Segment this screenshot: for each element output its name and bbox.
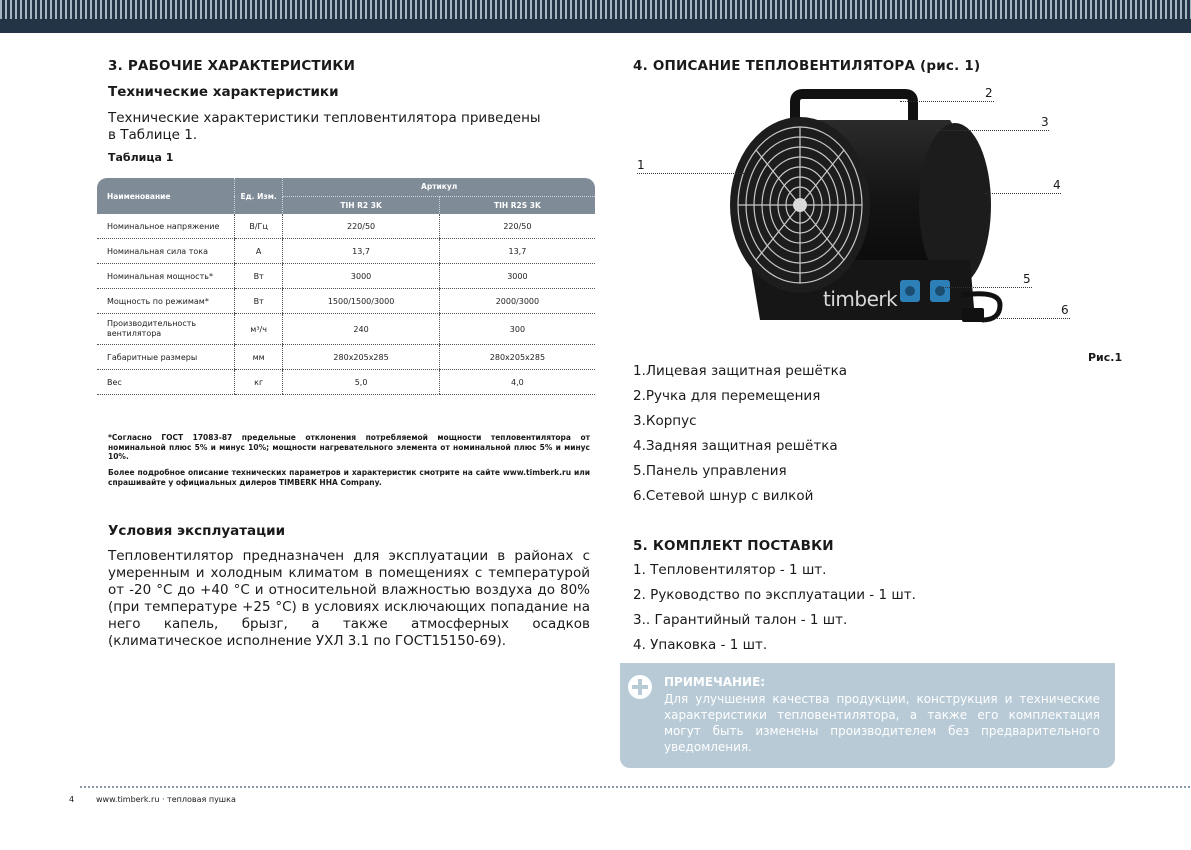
table-row — [97, 239, 595, 264]
callout-line-1 — [637, 173, 744, 174]
table-row — [97, 289, 595, 314]
callout-label-4: 4 — [1053, 178, 1061, 192]
row-value-2: 220/50 — [439, 214, 595, 239]
callout-line-4 — [985, 193, 1061, 194]
list-item: 3.. Гарантийный талон - 1 шт. — [633, 612, 848, 628]
list-item: 2. Руководство по эксплуатации - 1 шт. — [633, 587, 916, 603]
row-name: Номинальное напряжение — [97, 214, 234, 239]
row-value-1: 240 — [283, 314, 439, 345]
spec-table — [97, 178, 595, 395]
row-name: Номинальная мощность* — [97, 264, 234, 289]
row-name: Производительность вентилятора — [97, 314, 234, 345]
section-4-title: 4. ОПИСАНИЕ ТЕПЛОВЕНТИЛЯТОРА (рис. 1) — [633, 58, 981, 74]
row-value-2: 3000 — [439, 264, 595, 289]
note-text: Для улучшения качества продукции, конструкция и технические характеристики тепловентилятора, а также его комплектация могут быть изменены производителем без предварительного уведомления. — [664, 692, 1100, 754]
row-value-2: 300 — [439, 314, 595, 345]
callout-label-1: 1 — [637, 158, 645, 172]
note-box — [620, 663, 1115, 768]
list-item: 4.Задняя защитная решётка — [633, 438, 838, 454]
callout-line-6 — [995, 318, 1070, 319]
list-item: 6.Сетевой шнур с вилкой — [633, 488, 814, 504]
row-value-1: 3000 — [283, 264, 439, 289]
footnote-gost: *Согласно ГОСТ 17083-87 предельные отклонения потребляемой мощности тепловентилятора от номинальной плюс 5% и минус 10%; мощности нагревательного элемента от номинальной плюс 5% и минус 10%. — [108, 433, 590, 461]
model-1-header: TIH R2 3K — [283, 196, 439, 214]
brand-logo: timberk — [823, 287, 898, 311]
callout-label-5: 5 — [1023, 272, 1031, 286]
header-stripes — [0, 0, 1191, 19]
callout-label-6: 6 — [1061, 303, 1069, 317]
row-value-2: 280x205x285 — [439, 345, 595, 370]
callout-label-3: 3 — [1041, 115, 1049, 129]
callout-line-5 — [943, 287, 1032, 288]
row-value-1: 280x205x285 — [283, 345, 439, 370]
note-title: ПРИМЕЧАНИЕ: — [664, 675, 766, 689]
plus-icon — [628, 675, 652, 699]
table-row — [97, 345, 595, 370]
row-unit: Вт — [234, 264, 282, 289]
list-item: 1.Лицевая защитная решётка — [633, 363, 848, 379]
tech-subtitle: Технические характеристики — [108, 84, 339, 100]
row-unit: Вт — [234, 289, 282, 314]
heater-illustration — [700, 80, 1070, 370]
col-article-header: Артикул — [283, 178, 595, 196]
conditions-text: Тепловентилятор предназначен для эксплуатации в районах с умеренным и холодным климатом в помещениях с температурой от -20 °С до +40 °С и относительной влажностью воздуха до 80% (при температуре +25 °С) в условиях исключающих попадание на него капель, брызг, а также атмосферных осадков (климатическое исполнение УХЛ 3.1 по ГОСТ15150-69). — [108, 548, 590, 649]
callout-line-3 — [935, 130, 1049, 131]
callout-label-2: 2 — [985, 86, 993, 100]
row-value-1: 5,0 — [283, 370, 439, 395]
footer-site: www.timberk.ru · тепловая пушка — [96, 795, 236, 804]
row-value-2: 2000/3000 — [439, 289, 595, 314]
row-value-2: 4,0 — [439, 370, 595, 395]
model-2-header: TIH R2S 3K — [439, 196, 595, 214]
row-name: Габаритные размеры — [97, 345, 234, 370]
row-unit: м³/ч — [234, 314, 282, 345]
section-5-title: 5. КОМПЛЕКТ ПОСТАВКИ — [633, 538, 834, 554]
row-value-1: 13,7 — [283, 239, 439, 264]
row-unit: А — [234, 239, 282, 264]
top-header-bar — [0, 0, 1191, 33]
row-name: Мощность по режимам* — [97, 289, 234, 314]
row-unit: мм — [234, 345, 282, 370]
footer-divider — [80, 786, 1190, 788]
kit-list — [633, 558, 1053, 658]
table-row — [97, 264, 595, 289]
parts-list — [633, 359, 1053, 509]
row-value-1: 220/50 — [283, 214, 439, 239]
row-name: Номинальная сила тока — [97, 239, 234, 264]
footnote-website: Более подробное описание технических параметров и характеристик смотрите на сайте www.timberk.ru или спрашивайте у официальных дилеров TIMBERK HHA Company. — [108, 468, 590, 487]
list-item: 1. Тепловентилятор - 1 шт. — [633, 562, 827, 578]
table-row — [97, 214, 595, 239]
callout-line-2 — [900, 101, 994, 102]
list-item: 5.Панель управления — [633, 463, 787, 479]
figure-caption: Рис.1 — [1088, 351, 1123, 364]
col-name-header: Наименование — [97, 178, 234, 214]
list-item: 4. Упаковка - 1 шт. — [633, 637, 768, 653]
row-value-2: 13,7 — [439, 239, 595, 264]
row-unit: В/Гц — [234, 214, 282, 239]
row-name: Вес — [97, 370, 234, 395]
table-row — [97, 314, 595, 345]
list-item: 3.Корпус — [633, 413, 697, 429]
tech-intro: Технические характеристики тепловентилятора приведены в Таблице 1. — [108, 110, 541, 143]
conditions-title: Условия эксплуатации — [108, 523, 286, 539]
page-number: 4 — [69, 795, 75, 804]
section-3-title: 3. РАБОЧИЕ ХАРАКТЕРИСТИКИ — [108, 58, 356, 74]
table-caption: Таблица 1 — [108, 151, 174, 164]
row-value-1: 1500/1500/3000 — [283, 289, 439, 314]
col-unit-header: Ед. Изм. — [234, 178, 282, 214]
row-unit: кг — [234, 370, 282, 395]
list-item: 2.Ручка для перемещения — [633, 388, 821, 404]
table-row — [97, 370, 595, 395]
